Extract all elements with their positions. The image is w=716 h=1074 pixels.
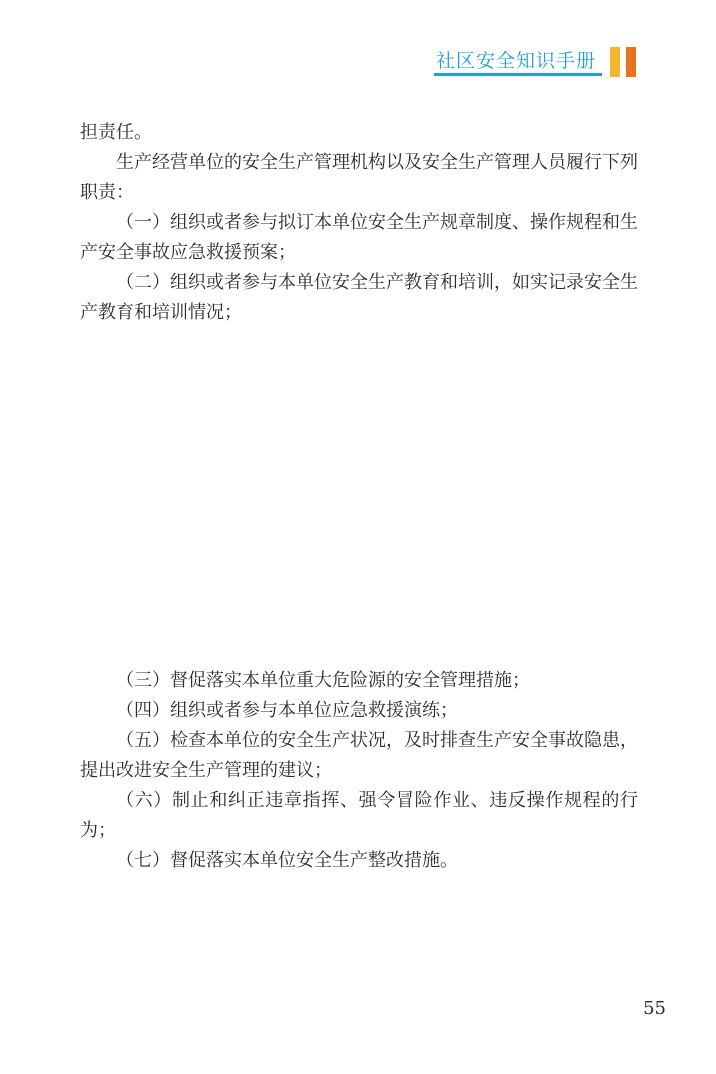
body-text-bottom [80,666,638,876]
paragraph-duties-intro: 生产经营单位的安全生产管理机构以及安全生产管理人员履行下列职责： [80,152,638,203]
running-header-title: 社区安全知识手册 [435,50,596,72]
body-text-top [80,118,638,328]
page-number: 55 [643,998,666,1019]
header-underline [434,73,602,76]
paragraph-item-2: （二）组织或者参与本单位安全生产教育和培训，如实记录安全生产教育和培训情况； [80,272,638,323]
paragraph-item-5: （五）检查本单位的安全生产状况，及时排查生产安全事故隐患，提出改进安全生产管理的建议； [80,730,638,781]
paragraph-item-3: （三）督促落实本单位重大危险源的安全管理措施； [116,670,530,691]
paragraph-item-7: （七）督促落实本单位安全生产整改措施。 [116,850,458,871]
paragraph-item-1: （一）组织或者参与拟订本单位安全生产规章制度、操作规程和生产安全事故应急救援预案； [80,212,638,263]
header-accent-bar-orange [626,47,636,77]
paragraph-item-6: （六）制止和纠正违章指挥、强令冒险作业、违反操作规程的行为； [80,790,638,841]
header-accent-bar-yellow [610,47,620,77]
paragraph-continuation: 担责任。 [80,122,152,143]
paragraph-item-4: （四）组织或者参与本单位应急救援演练； [116,700,458,721]
